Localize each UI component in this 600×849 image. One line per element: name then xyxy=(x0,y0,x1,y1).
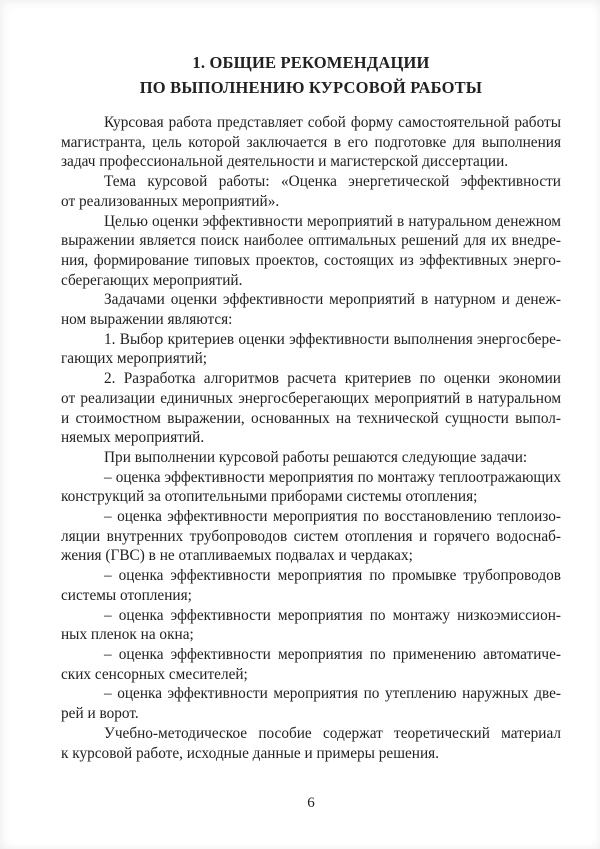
paragraph-line: и стоимостном выражении, основанных на технической сущности выпол- xyxy=(61,409,561,427)
paragraph-line: 1. Выбор критериев оценки эффективности выполнения энергосбере- xyxy=(104,330,561,348)
paragraph xyxy=(61,468,561,507)
paragraph-line: магистранта, цель которой заключается в его подготовке для выполнения xyxy=(61,133,561,151)
paragraph-line: При выполнении курсовой работы решаются следующие задачи: xyxy=(104,448,528,466)
paragraph-line: – оценка эффективности мероприятия по восстановлению теплоизо- xyxy=(104,508,561,526)
paragraph xyxy=(61,369,561,448)
page-number: 6 xyxy=(307,795,315,811)
paragraph xyxy=(61,113,561,172)
paragraph-line: – оценка эффективности мероприятия по промывке трубопроводов xyxy=(104,567,561,585)
paragraph xyxy=(61,606,561,645)
paragraph-line: Курсовая работа представляет собой форму самостоятельной работы xyxy=(104,114,561,131)
paragraph-line: ных пленок на окна; xyxy=(61,626,194,644)
paragraph-line: системы отопления; xyxy=(61,586,192,604)
paragraph-line: ских сенсорных смесителей; xyxy=(61,665,248,683)
paragraph-line: жения (ГВС) в не отапливаемых подвалах и чердаках; xyxy=(61,547,413,565)
paragraph-line: – оценка эффективности мероприятия по монтажу теплоотражающих xyxy=(104,468,561,486)
page-content xyxy=(61,50,561,763)
paragraph-line: няемых мероприятий. xyxy=(61,429,205,447)
paragraph-line: задач профессиональной деятельности и магистерской диссертации. xyxy=(61,153,509,171)
paragraph xyxy=(61,290,561,329)
paragraph-line: от реализованных мероприятий». xyxy=(61,192,280,210)
paragraph-line: от реализации единичных энергосберегающих мероприятий в натуральном xyxy=(61,389,561,407)
paragraph xyxy=(61,212,561,291)
paragraph-line: Учебно-методическое пособие содержат теоретический материал xyxy=(104,724,561,742)
chapter-heading-line2: ПО ВЫПОЛНЕНИЮ КУРСОВОЙ РАБОТЫ xyxy=(139,78,483,97)
paragraph-line: Задачами оценки эффективности мероприятий в натурном и денеж- xyxy=(104,291,561,309)
paragraph-line: – оценка эффективности мероприятия по монтажу низкоэмиссион- xyxy=(104,606,561,624)
chapter-heading xyxy=(61,50,561,100)
paragraph xyxy=(61,448,561,468)
paragraph-line: Тема курсовой работы: «Оценка энергетической эффективности xyxy=(104,173,561,191)
paragraph xyxy=(61,507,561,566)
paragraph xyxy=(61,566,561,605)
paragraph xyxy=(61,724,561,763)
paragraph-line: ном выражении являются: xyxy=(61,311,233,329)
paragraph-line: рей и ворот. xyxy=(61,705,139,723)
paragraph-line: гающих мероприятий; xyxy=(61,350,208,368)
paragraph-line: сберегающих мероприятий. xyxy=(61,271,243,289)
paragraph xyxy=(61,172,561,211)
paragraph-line: выражении является поиск наиболее оптимальных решений для их внедре- xyxy=(61,232,561,250)
paragraph-line: 2. Разработка алгоритмов расчета критериев по оценки экономии xyxy=(104,370,561,388)
paragraph-line: – оценка эффективности мероприятия по утеплению наружных две- xyxy=(104,685,561,703)
paragraph-line: ляции внутренних трубопроводов систем отопления и горячего водоснаб- xyxy=(61,527,561,545)
paragraph-line: конструкций за отопительными приборами системы отопления; xyxy=(61,488,478,506)
chapter-heading-line1: 1. ОБЩИЕ РЕКОМЕНДАЦИИ xyxy=(192,53,430,72)
paragraph-line: ния, формирование типовых проектов, состоящих из эффективных энерго- xyxy=(61,251,561,269)
paragraph-line: – оценка эффективности мероприятия по применению автоматиче- xyxy=(104,645,561,663)
body-text xyxy=(61,113,561,763)
paragraph-line: Целью оценки эффективности мероприятий в натуральном денежном xyxy=(104,212,561,230)
paragraph xyxy=(61,330,561,369)
paragraph-line: к курсовой работе, исходные данные и примеры решения. xyxy=(61,744,440,762)
paragraph xyxy=(61,684,561,723)
paragraph xyxy=(61,645,561,684)
